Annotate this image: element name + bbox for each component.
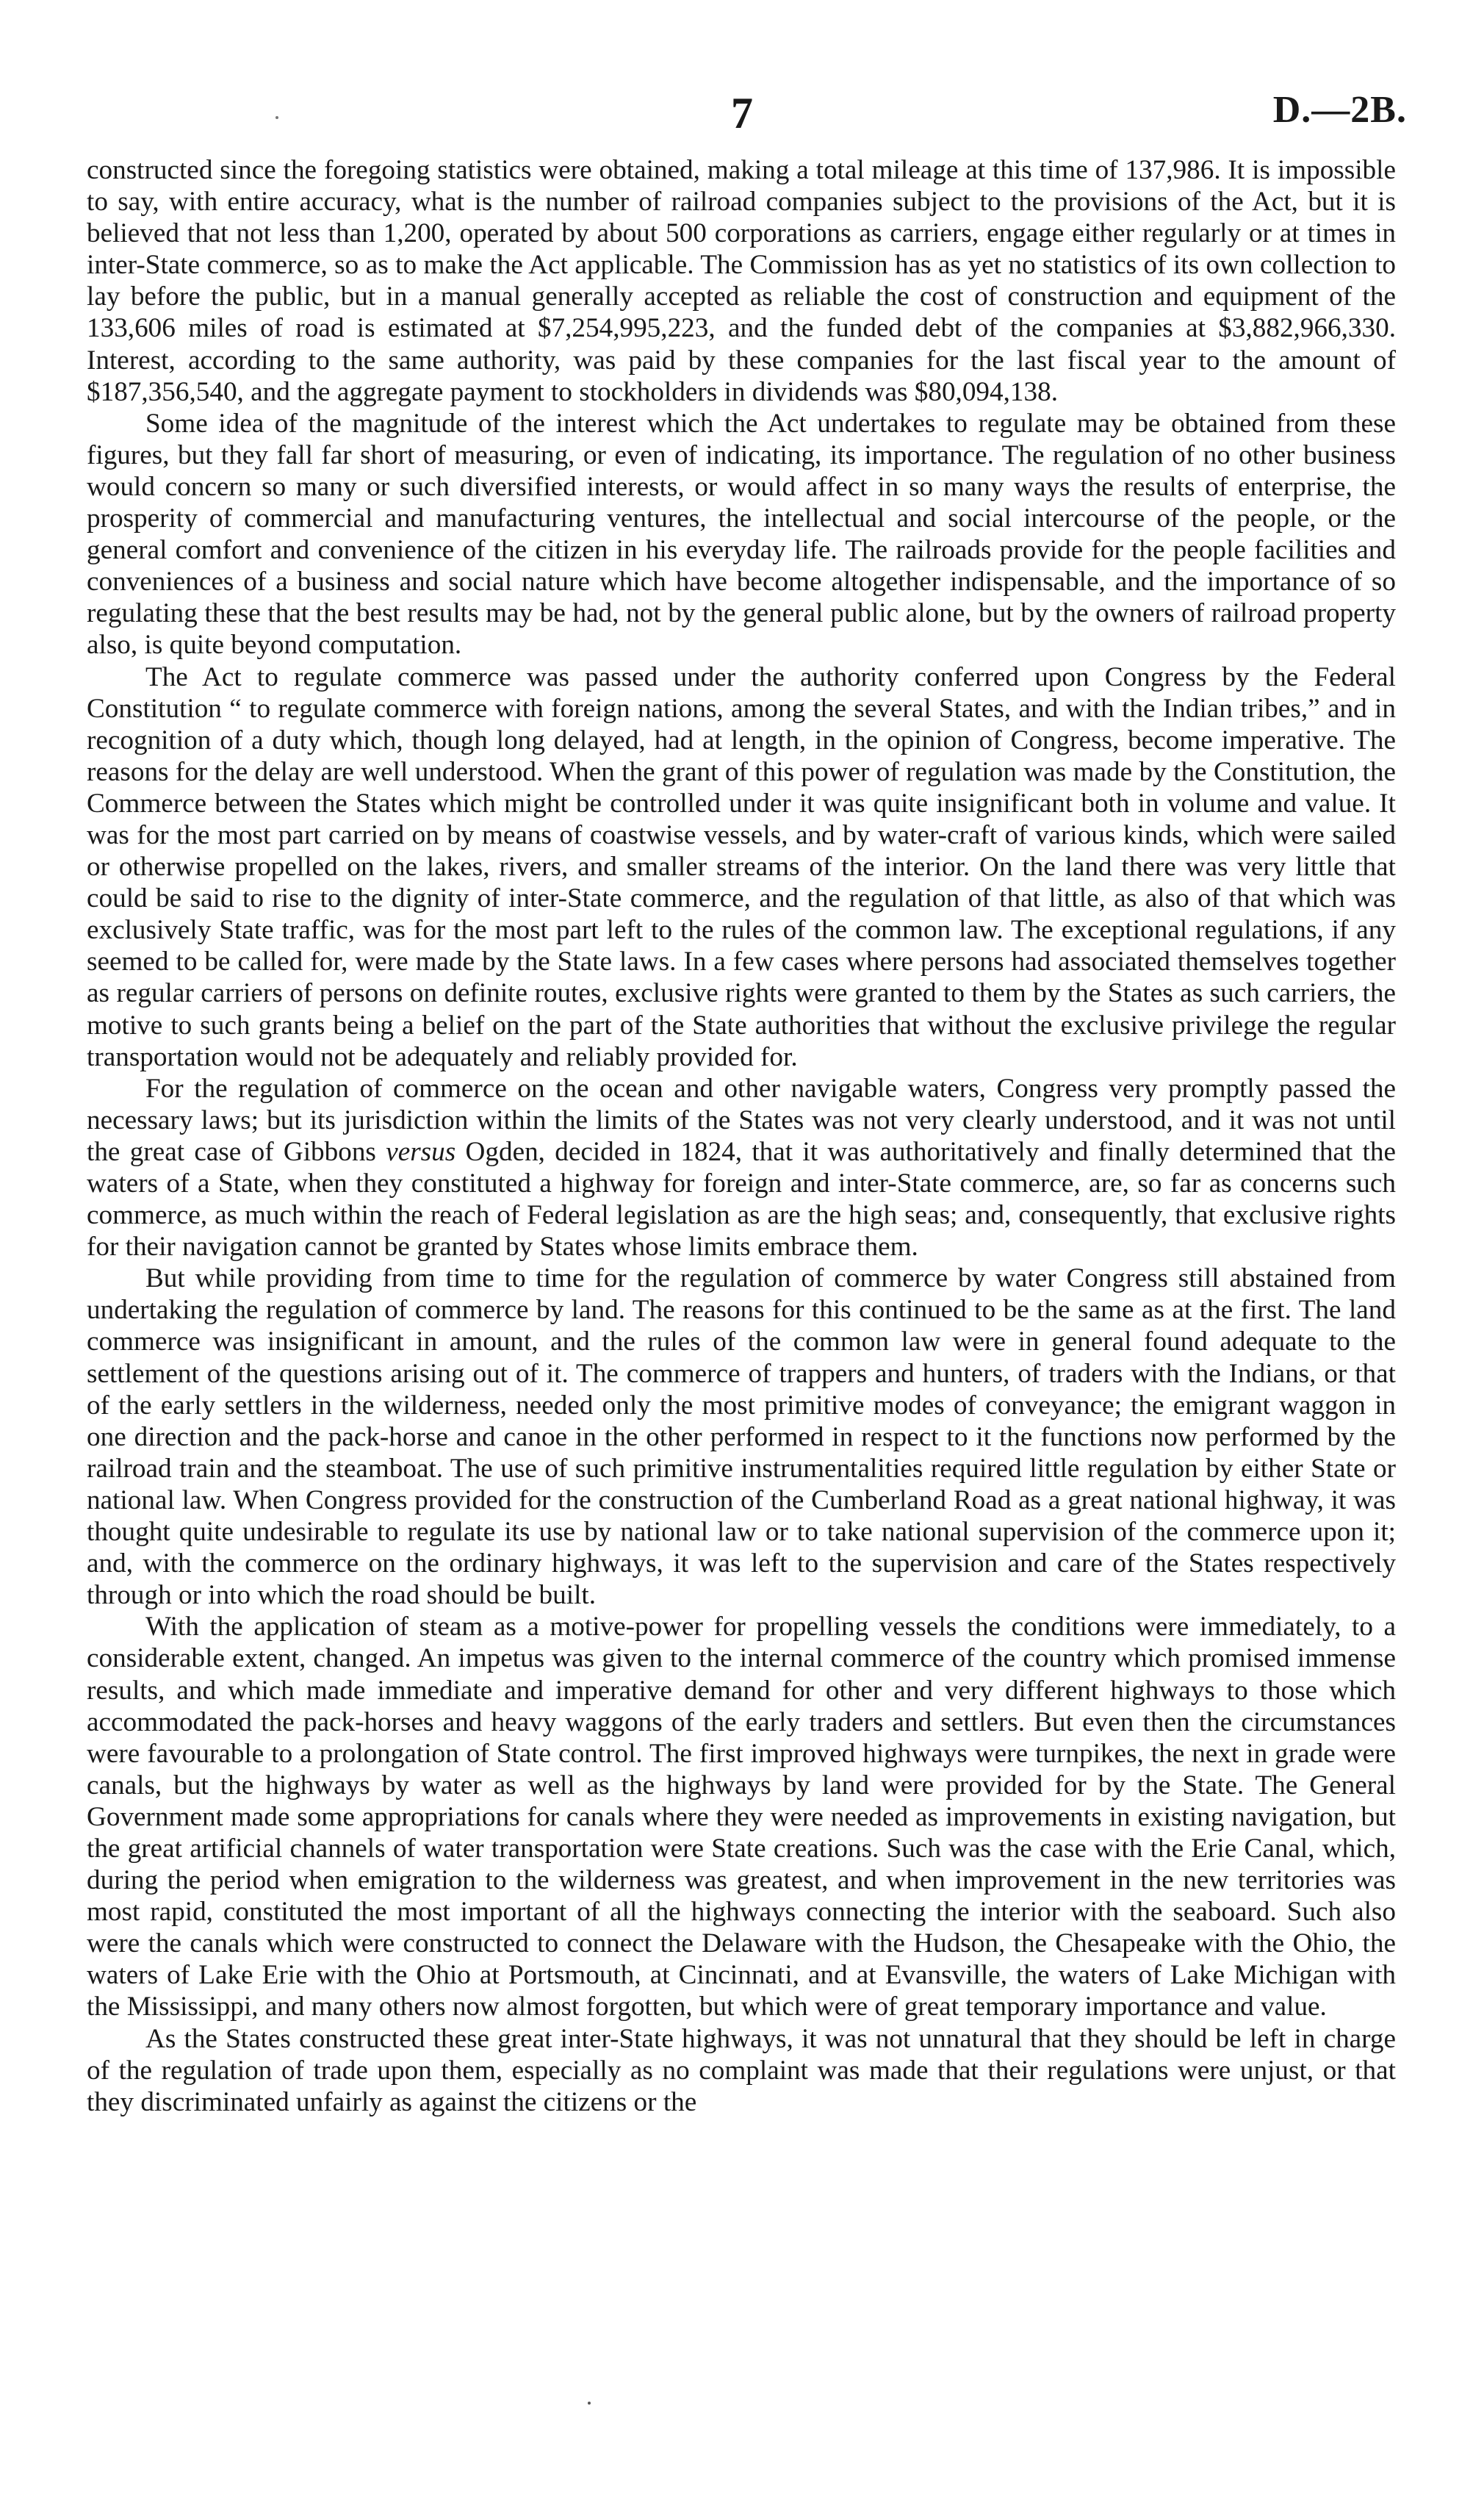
page-header bbox=[0, 88, 1484, 147]
document-reference: D.—2B. bbox=[1272, 89, 1407, 131]
paragraph-4 bbox=[87, 1073, 1396, 1263]
paragraph-4-part-2: Ogden, decided in 1824, that it was authoritatively and finally determined that the waters of a State, when they constituted a highway for foreign and inter-State commerce, are, so far as concerns such commerce, as much within the reach of Federal legislation as are the high seas; and, consequently, that exclusive rights for their navigation cannot be granted by States whose limits embrace them. bbox=[87, 1136, 1396, 1263]
page-number: 7 bbox=[731, 89, 753, 137]
paragraph-4-part-1: For the regulation of commerce on the ocean and other navigable waters, Congress very promptly passed the necessary laws; but its jurisdiction within the limits of the States was not very clearly understood, and it was not until the great case of Gibbons bbox=[87, 1073, 1396, 1167]
paragraph-5: But while providing from time to time for the regulation of commerce by water Congress still abstained from undertaking the regulation of commerce by land. The reasons for this continued to be the same as at the first. The land commerce was insignificant in amount, and the rules of the common law were in general found adequate to the settlement of the questions arising out of it. The commerce of trappers and hunters, of traders with the Indians, or that of the early settlers in the wilderness, needed only the most primitive modes of conveyance; the emigrant waggon in one direction and the pack-horse and canoe in the other performed in respect to it the functions now performed by the railroad train and the steamboat. The use of such primitive instrumentalities required little regulation by either State or national law. When Congress provided for the construction of the Cumberland Road as a great national highway, it was thought quite undesirable to regulate its use by national law or to take national supervision of the commerce upon it; and, with the commerce on the ordinary highways, it was left to the supervision and care of the States respectively through or into which the road should be built. bbox=[87, 1263, 1396, 1611]
paragraph-3: The Act to regulate commerce was passed under the authority conferred upon Congress by the Federal Constitution “ to regulate commerce with foreign nations, among the several States, and with the Indian tribes,” and in recognition of a duty which, though long delayed, had at length, in the opinion of Congress, become imperative. The reasons for the delay are well understood. When the grant of this power of regulation was made by the Constitution, the Commerce between the States which might be controlled under it was quite insignificant both in volume and value. It was for the most part carried on by means of coastwise vessels, and by water-craft of various kinds, which were sailed or otherwise propelled on the lakes, rivers, and smaller streams of the interior. On the land there was very little that could be said to rise to the dignity of inter-State commerce, and the regulation of that little, as also of that which was exclusively State traffic, was for the most part left to the rules of the common law. The exceptional regulations, if any seemed to be called for, were made by the State laws. In a few cases where persons had associated themselves together as regular carriers of persons on definite routes, exclusive rights were granted to them by the States as such carriers, the motive to such grants being a belief on the part of the State authorities that without the exclusive privilege the regular transportation would not be adequately and reliably provided for. bbox=[87, 661, 1396, 1072]
print-speck bbox=[275, 116, 278, 119]
paragraph-7: As the States constructed these great inter-State highways, it was not unnatural that they should be left in charge of the regulation of trade upon them, especially as no complaint was made that their regulations were unjust, or that they discriminated unfairly as against the citizens or the bbox=[87, 2023, 1396, 2117]
document-body bbox=[87, 154, 1396, 2118]
paragraph-6: With the application of steam as a motive-power for propelling vessels the conditions were immediately, to a considerable extent, changed. An impetus was given to the internal commerce of the country which promised immense results, and which made immediate and imperative demand for other and very different highways to those which accommodated the pack-horses and heavy waggons of the early traders and settlers. But even then the circumstances were favourable to a prolongation of State control. The first improved highways were turnpikes, the next in grade were canals, but the highways by water as well as the highways by land were provided for by the State. The General Government made some appropriations for canals where they were needed as improvements in existing navigation, but the great artificial channels of water transportation were State creations. Such was the case with the Erie Canal, which, during the period when emigration to the wilderness was greatest, and when improvement in the new territories was most rapid, constituted the most important of all the highways connecting the interior with the seaboard. Such also were the canals which were constructed to connect the Delaware with the Hudson, the Chesapeake with the Ohio, the waters of Lake Erie with the Ohio at Portsmouth, at Cincinnati, and at Evansville, the waters of Lake Michigan with the Mississippi, and many others now almost forgotten, but which were of great temporary importance and value. bbox=[87, 1612, 1396, 2022]
paragraph-2: Some idea of the magnitude of the interest which the Act undertakes to regulate may be obtained from these figures, but they fall far short of measuring, or even of indicating, its importance. The regulation of no other business would concern so many or such diversified interests, or would affect in so many ways the results of enterprise, the prosperity of commercial and manufacturing ventures, the intellectual and social intercourse of the people, or the general comfort and convenience of the citizen in his everyday life. The railroads provide for the people facilities and conveniences of a business and social nature which have become altogether indispensable, and the importance of so regulating these that the best results may be had, not by the general public alone, but by the owners of railroad property also, is quite beyond computation. bbox=[87, 408, 1396, 661]
paragraph-1: constructed since the foregoing statistics were obtained, making a total mileage at this time of 137,986. It is impossible to say, with entire accuracy, what is the number of railroad companies subject to the provisions of the Act, but it is believed that not less than 1,200, operated by about 500 corporations as carriers, engage either regularly or at times in inter-State commerce, so as to make the Act applicable. The Commission has as yet no statistics of its own collection to lay before the public, but in a manual generally accepted as reliable the cost of construction and equipment of the 133,606 miles of road is estimated at $7,254,995,223, and the funded debt of the companies at $3,882,966,330. Interest, according to the same authority, was paid by these companies for the last fiscal year to the amount of $187,356,540, and the aggregate payment to stockholders in dividends was $80,094,138. bbox=[87, 155, 1396, 407]
case-name-versus: versus bbox=[386, 1136, 456, 1167]
print-speck-bottom bbox=[588, 2402, 591, 2405]
